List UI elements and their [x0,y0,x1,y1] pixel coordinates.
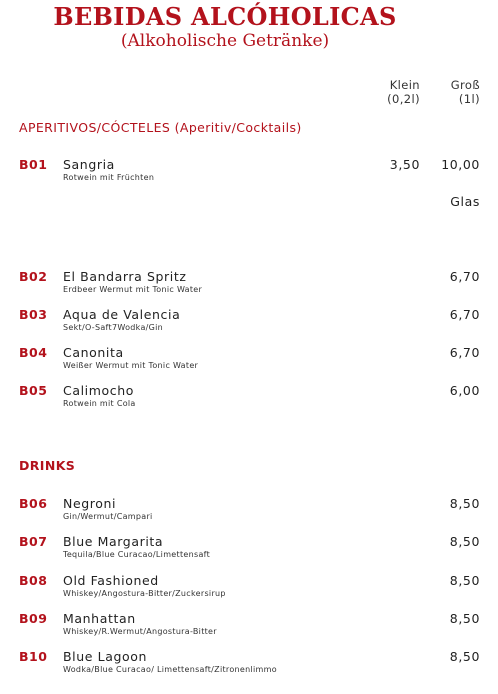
item-description: Whiskey/Angostura-Bitter/Zuckersirup [63,589,226,598]
item-price: 6,70 [449,269,480,284]
section-heading-aperitivos [19,120,302,135]
section-title: DRINKS [19,458,76,473]
item-price-small: 3,50 [389,157,420,172]
item-description: Wodka/Blue Curacao/ Limettensaft/Zitronenlimmo [63,665,277,674]
item-code: B06 [19,496,48,511]
section-title: APERITIVOS/CÓCTELES [19,120,171,135]
column-header-small [387,78,420,106]
column-small-size: (0,2l) [387,92,420,106]
item-note-glas: Glas [450,194,480,209]
menu-item-b01 [0,157,498,187]
item-name: El Bandarra Spritz [63,269,187,284]
menu-item-b04 [0,345,498,375]
item-name: Calimocho [63,383,135,398]
item-price-large: 10,00 [441,157,480,172]
page-title: BEBIDAS ALCÓHOLICAS [53,2,397,31]
menu-item-b02 [0,269,498,299]
section-heading-drinks [19,458,75,473]
item-price: 8,50 [449,611,480,626]
item-name: Blue Lagoon [63,649,148,664]
menu-item-b05 [0,383,498,413]
item-description: Tequila/Blue Curacao/Limettensaft [63,550,211,559]
item-name: Old Fashioned [63,573,159,588]
item-price: 8,50 [449,534,480,549]
item-description: Rotwein mit Früchten [63,173,155,182]
item-code: B09 [19,611,48,626]
column-small-label: Klein [389,78,420,92]
item-code: B07 [19,534,48,549]
menu-item-b06 [0,496,498,526]
item-price: 8,50 [449,649,480,664]
column-header-large [451,78,480,106]
column-large-label: Groß [450,78,480,92]
item-name: Aqua de Valencia [63,307,181,322]
item-price: 6,00 [449,383,480,398]
item-price: 8,50 [449,496,480,511]
item-description: Weißer Wermut mit Tonic Water [63,361,199,370]
item-description: Sekt/O-Saft7Wodka/Gin [63,323,164,332]
item-price: 8,50 [449,573,480,588]
item-code: B05 [19,383,48,398]
column-large-size: (1l) [458,92,480,106]
item-name: Canonita [63,345,124,360]
item-description: Erdbeer Wermut mit Tonic Water [63,285,203,294]
item-code: B02 [19,269,48,284]
item-code: B01 [19,157,48,172]
item-description: Rotwein mit Cola [63,399,136,408]
item-code: B03 [19,307,48,322]
menu-item-b08 [0,573,498,603]
menu-item-b03 [0,307,498,337]
item-description: Whiskey/R.Wermut/Angostura-Bitter [63,627,217,636]
page-subtitle: (Alkoholische Getränke) [120,31,330,51]
menu-item-b07 [0,534,498,564]
item-name: Sangria [63,157,115,172]
item-code: B08 [19,573,48,588]
item-name: Manhattan [63,611,136,626]
item-name: Negroni [63,496,117,511]
menu-item-b10 [0,649,498,679]
item-price: 6,70 [449,345,480,360]
item-code: B10 [19,649,48,664]
item-name: Blue Margarita [63,534,164,549]
item-description: Gin/Wermut/Campari [63,512,153,521]
menu-item-b09 [0,611,498,641]
item-code: B04 [19,345,48,360]
item-price: 6,70 [449,307,480,322]
section-subtitle: (Aperitiv/Cocktails) [174,120,302,135]
